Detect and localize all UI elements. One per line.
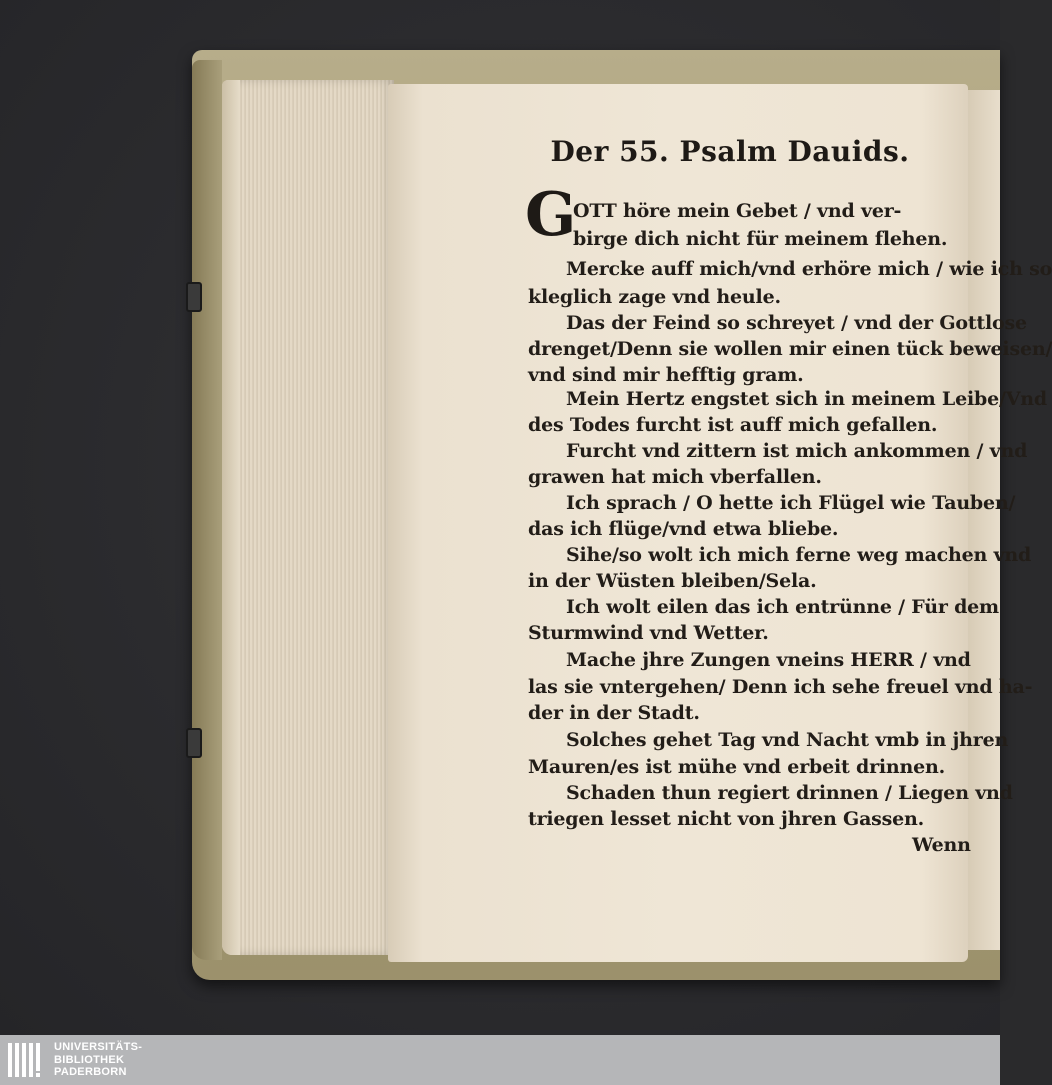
- text-line: in der Wüsten bleiben/Sela.: [528, 570, 817, 592]
- text-line: las sie vntergehen/ Denn ich sehe freuel vnd ha-: [528, 676, 1033, 698]
- text-line: drenget/Denn sie wollen mir einen tück beweisen/: [528, 338, 1052, 360]
- library-name-line: PADERBORN: [54, 1066, 127, 1078]
- text-line: Mache jhre Zungen vneins HERR / vnd: [566, 649, 971, 671]
- text-line: Mauren/es ist mühe vnd erbeit drinnen.: [528, 756, 946, 778]
- text-line: birge dich nicht für meinem flehen.: [573, 228, 948, 250]
- drop-cap-initial: G: [525, 180, 577, 250]
- text-line: OTT höre mein Gebet / vnd ver-: [573, 200, 902, 222]
- text-line: vnd sind mir hefftig gram.: [528, 364, 804, 386]
- text-line: Mercke auff mich/vnd erhöre mich / wie ich so: [566, 258, 1052, 280]
- page-block-edge: [222, 80, 240, 955]
- text-line: Solches gehet Tag vnd Nacht vmb in jhren: [566, 729, 1009, 751]
- page-title: Der 55. Psalm Dauids.: [550, 135, 910, 168]
- library-name-line: BIBLIOTHEK: [54, 1053, 125, 1066]
- text-line: Das der Feind so schreyet / vnd der Gottlose: [566, 312, 1027, 334]
- text-line: Ich wolt eilen das ich entrünne / Für dem: [566, 596, 999, 618]
- text-line: Furcht vnd zittern ist mich ankommen / vnd: [566, 440, 1028, 462]
- library-name: [54, 1041, 142, 1079]
- text-line: Schaden thun regiert drinnen / Liegen vnd: [566, 782, 1013, 804]
- clasp-top: [186, 282, 202, 312]
- cover-spine: [192, 60, 222, 960]
- text-line: triegen lesset nicht von jhren Gassen.: [528, 808, 925, 830]
- text-line: Sturmwind vnd Wetter.: [528, 622, 769, 644]
- text-line: das ich flüge/vnd etwa bliebe.: [528, 518, 839, 540]
- library-footer: [0, 1035, 1000, 1085]
- clasp-bottom: [186, 728, 202, 758]
- text-line: des Todes furcht ist auff mich gefallen.: [528, 414, 938, 436]
- catchword: Wenn: [912, 834, 971, 856]
- library-logo-icon: [6, 1039, 46, 1081]
- page-fore-edge: [966, 90, 1000, 950]
- text-line: grawen hat mich vberfallen.: [528, 466, 822, 488]
- text-line: kleglich zage vnd heule.: [528, 286, 781, 308]
- text-line: Mein Hertz engstet sich in meinem Leibe/Vnd: [566, 388, 1047, 410]
- text-line: Ich sprach / O hette ich Flügel wie Tauben/: [566, 492, 1016, 514]
- text-line: Sihe/so wolt ich mich ferne weg machen vnd: [566, 544, 1032, 566]
- page-block: [222, 80, 394, 955]
- library-name-line: UNIVERSITÄTS-: [54, 1041, 143, 1053]
- text-line: der in der Stadt.: [528, 702, 700, 724]
